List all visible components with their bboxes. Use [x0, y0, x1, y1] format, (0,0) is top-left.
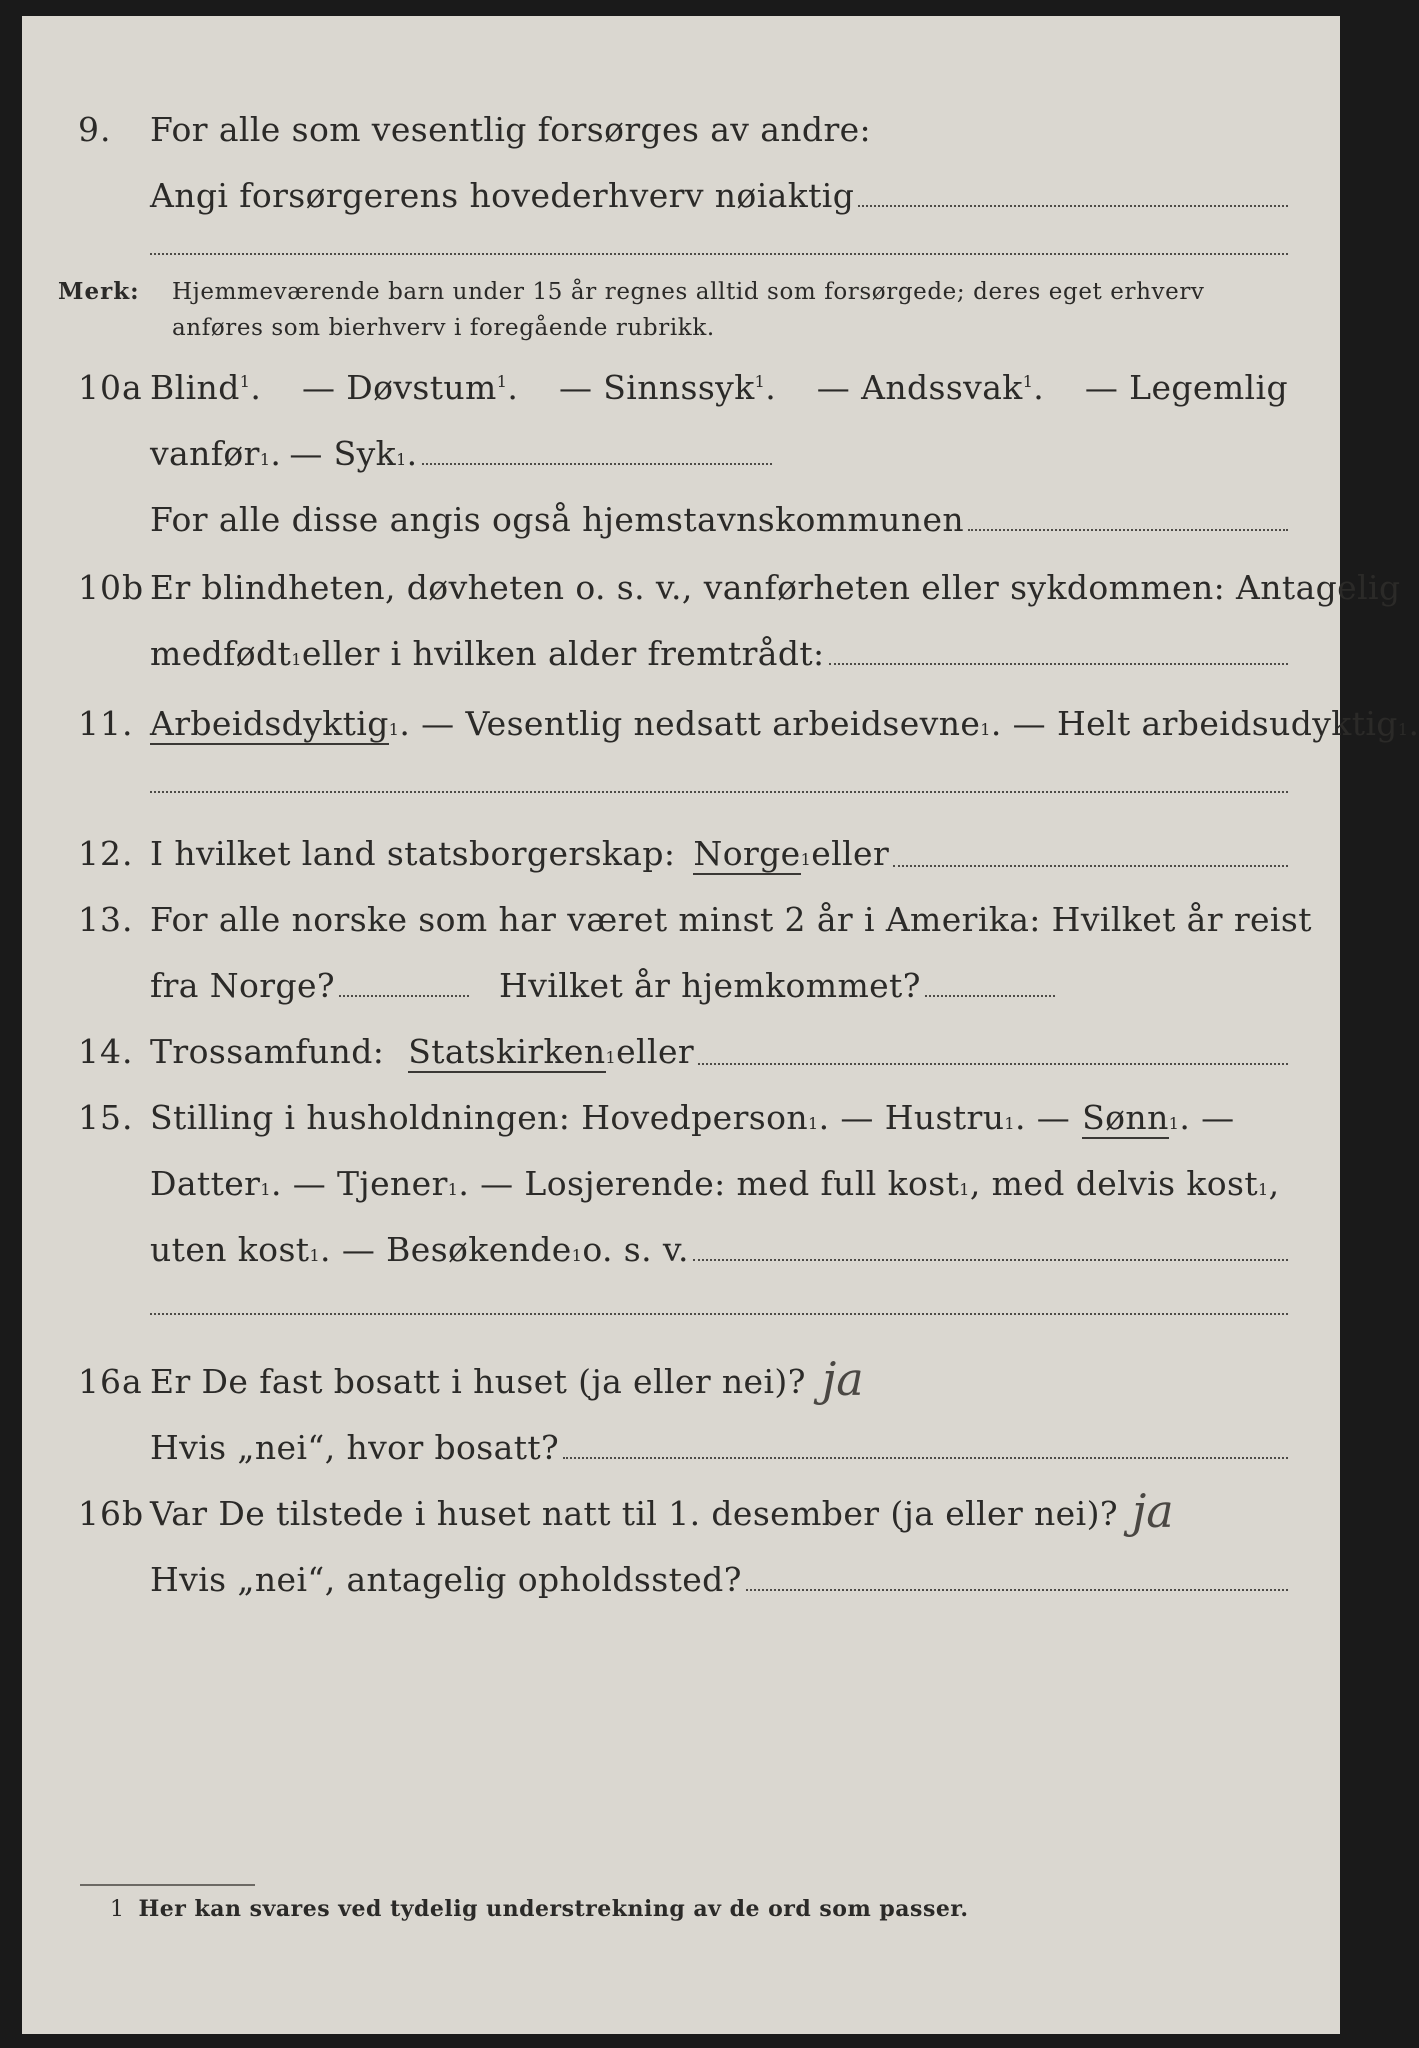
- question-10a: [22, 360, 1340, 416]
- question-9: [22, 102, 1340, 158]
- question-subtext: eller i hvilken alder fremtrådt:: [301, 634, 825, 673]
- question-15-line3: uten kost 1 . — Besøkende 1 o. s. v.: [22, 1222, 1340, 1278]
- footnote-rule: [80, 1884, 255, 1886]
- question-10b-line2: medfødt 1 eller i hvilken alder fremtrådt:: [22, 626, 1340, 682]
- question-number: 11.: [78, 704, 134, 743]
- answer-field-syk[interactable]: [422, 462, 772, 465]
- answer-field-opholdssted[interactable]: [746, 1588, 1288, 1591]
- option-vanfor: vanfør: [150, 434, 260, 473]
- question-16a: [22, 1354, 1340, 1410]
- question-text: For alle norske som har været minst 2 år i Amerika: Hvilket år reist: [150, 900, 1312, 939]
- question-9-subline: [22, 168, 1340, 224]
- question-15: 15. Stilling i husholdningen: Hovedperson 1 . — Hustru 1 . — Sønn 1 . —: [78, 1098, 1235, 1137]
- option-blind: Blind$^1$.: [150, 368, 262, 407]
- question-number: 16b: [78, 1494, 145, 1533]
- question-16b-line2: Hvis „nei“, antagelig opholdssted?: [22, 1552, 1340, 1608]
- question-10a-line2: vanfør 1 . — Syk 1 .: [22, 426, 1340, 482]
- question-14: 14. Trossamfund: Statskirken 1 eller: [22, 1024, 1340, 1080]
- option-helt-arbeidsudyktig: . — Helt arbeidsudyktig: [990, 704, 1398, 743]
- answer-statskirken-underlined[interactable]: Statskirken: [408, 1032, 606, 1071]
- answer-field-stilling[interactable]: [693, 1258, 1288, 1261]
- question-13: [22, 892, 1340, 948]
- merk-note: Hjemmeværende barn under 15 år regnes alltid som forsørgede; deres eget erhverv anføres som bierhverv i foregående rubrikk.: [172, 279, 1205, 341]
- answer-field-hjemkommet[interactable]: [925, 994, 1055, 997]
- question-number: 15.: [78, 1098, 134, 1137]
- option-andssvak: — Andssvak$^1$.: [816, 368, 1045, 407]
- option-legemlig: — Legemlig: [1084, 368, 1288, 407]
- question-number: 10b: [78, 568, 145, 607]
- question-text: I hvilket land statsborgerskap:: [150, 834, 676, 873]
- option-arbeidsdyktig-underlined[interactable]: Arbeidsdyktig: [150, 704, 389, 743]
- answer-field-trossamfund[interactable]: [698, 1062, 1288, 1065]
- answer-field-bosatt[interactable]: [563, 1456, 1288, 1459]
- answer-norge-underlined[interactable]: Norge: [693, 834, 801, 873]
- question-subtext: For alle disse angis også hjemstavnskommunen: [150, 500, 965, 539]
- question-16a-line2: Hvis „nei“, hvor bosatt?: [22, 1420, 1340, 1476]
- answer-sonn-underlined[interactable]: Sønn: [1082, 1098, 1169, 1137]
- question-11: 11. Arbeidsdyktig 1 . — Vesentlig nedsatt arbeidsevne 1 . — Helt arbeidsudyktig 1 .: [78, 704, 1419, 743]
- answer-field-line[interactable]: [150, 1312, 1288, 1315]
- question-number: 13.: [78, 900, 134, 939]
- question-12: 12. I hvilket land statsborgerskap: Norge 1 eller: [22, 826, 1340, 882]
- answer-field-reist[interactable]: [339, 994, 469, 997]
- question-number: 16a: [78, 1362, 143, 1401]
- option-medfodt: medfødt: [150, 634, 292, 673]
- question-10b: [22, 560, 1401, 616]
- question-number: 10a: [78, 368, 143, 407]
- question-10a-line3: [22, 492, 1340, 548]
- census-form-page: [22, 16, 1419, 2034]
- question-text: Trossamfund:: [150, 1032, 385, 1071]
- option-sinnssyk: — Sinnssyk$^1$.: [558, 368, 777, 407]
- question-number: 9.: [78, 110, 112, 149]
- footnote: 1 Her kan svares ved tydelig understrekning av de ord som passer.: [110, 1896, 969, 1922]
- option-vesentlig-nedsatt: . — Vesentlig nedsatt arbeidsevne: [399, 704, 981, 743]
- option-dovstum: — Døvstum$^1$.: [301, 368, 519, 407]
- handwritten-answer-16a: ja: [822, 1352, 864, 1406]
- answer-field-line[interactable]: [150, 252, 1288, 255]
- merk-label: Merk:: [58, 278, 140, 305]
- answer-field-hjemstavnskommune[interactable]: [968, 528, 1288, 531]
- question-text: Er De fast bosatt i huset (ja eller nei)?: [150, 1362, 806, 1401]
- question-subtext: Angi forsørgerens hovederhverv nøiaktig: [150, 176, 855, 215]
- answer-field-alder[interactable]: [829, 662, 1288, 665]
- handwritten-answer-16b: ja: [1132, 1484, 1174, 1538]
- answer-field-line[interactable]: [150, 790, 1288, 793]
- answer-field-hovederhverv[interactable]: [858, 204, 1288, 207]
- option-syk: — Syk: [289, 434, 397, 473]
- question-text: For alle som vesentlig forsørges av andre:: [150, 110, 872, 149]
- question-15-line2: Datter 1 . — Tjener 1 . — Losjerende: med full kost 1 , med delvis kost 1 ,: [150, 1164, 1280, 1203]
- question-number: 14.: [78, 1032, 134, 1071]
- answer-field-statsborgerskap[interactable]: [893, 864, 1288, 867]
- question-text: Var De tilstede i huset natt til 1. desember (ja eller nei)?: [150, 1494, 1118, 1533]
- question-number: 12.: [78, 834, 134, 873]
- question-text: Er blindheten, døvheten o. s. v., vanførheten eller sykdommen: Antagelig: [150, 568, 1401, 607]
- question-13-line2: fra Norge? Hvilket år hjemkommet?: [22, 958, 1340, 1014]
